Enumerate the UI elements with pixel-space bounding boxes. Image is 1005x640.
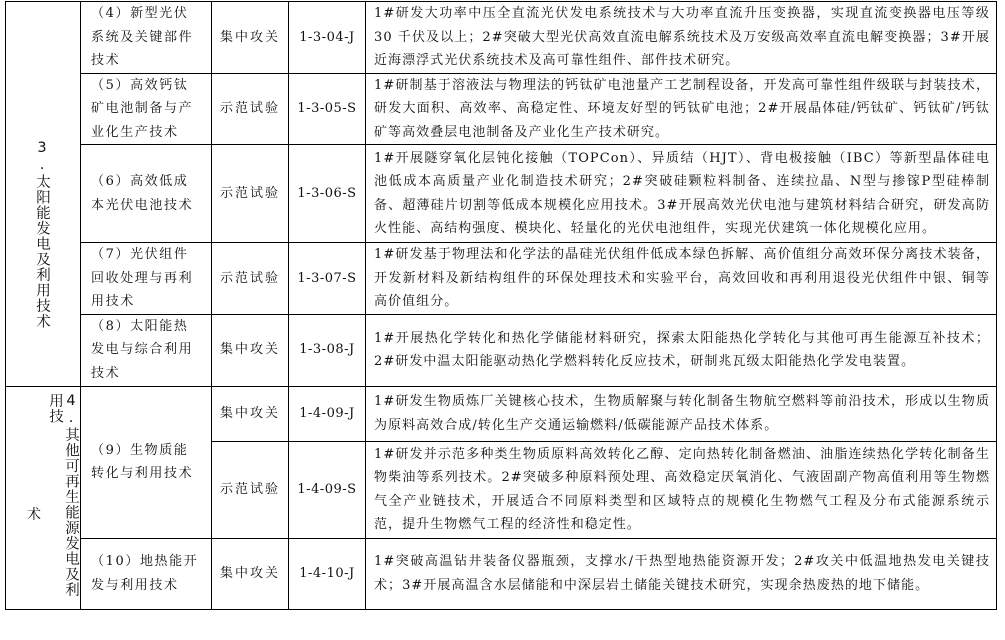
category-label: 3.太阳能发电及利用技术 [34, 139, 50, 329]
table-row [6, 314, 997, 386]
category-label: 4.其他可再生能源发电及利用技 [47, 392, 79, 597]
code-cell: 1-4-10-J [289, 538, 366, 609]
support-type-cell: 示范试验 [212, 145, 289, 243]
code-cell: 1-3-08-J [289, 314, 366, 386]
code-cell: 1-3-07-S [289, 243, 366, 315]
description-cell: 1#研发生物质炼厂关键核心技术，生物质解聚与转化制备生物航空燃料等前沿技术，形成以生物质为原料高效合成/转化生产交通运输燃料/低碳能源产品技术体系。 [366, 386, 997, 441]
support-type-cell: 集中攻关 [212, 538, 289, 609]
support-type-cell: 示范试验 [212, 73, 289, 145]
code-cell: 1-3-04-J [289, 2, 366, 74]
tech-name-cell: （9）生物质能转化与利用技术 [81, 386, 212, 538]
description-cell: 1#突破高温钻井装备仪器瓶颈，支撑水/干热型地热能资源开发；2#攻关中低温地热发电关键技术；3#开展高温含水层储能和中深层岩土储能关键技术研究，实现余热废热的地下储能。 [366, 538, 997, 609]
description-cell: 1#开展热化学转化和热化学储能材料研究，探索太阳能热化学转化与其他可再生能源互补技术；2#研发中温太阳能驱动热化学燃料转化反应技术，研制兆瓦级太阳能热化学发电装置。 [366, 314, 997, 386]
description-cell: 1#研发并示范多种类生物质原料高效转化乙醇、定向热转化制备燃油、油脂连续热化学转化制备生物柴油等系列技术。2#突破多种原料预处理、高效稳定厌氧消化、气液固副产物高值利用等生物燃气全产业链技术，开展适合不同原料类型和区域特点的规模化生物燃气工程及分布式能源系统示范，提升生物燃气工程的经济性和稳定性。 [366, 441, 997, 538]
table-row [6, 243, 997, 315]
support-type-cell: 示范试验 [212, 441, 289, 538]
tech-name-cell: （10）地热能开发与利用技术 [81, 538, 212, 609]
support-type-cell: 集中攻关 [212, 2, 289, 74]
tech-name-cell: （8）太阳能热发电与综合利用技术 [81, 314, 212, 386]
code-cell: 1-3-06-S [289, 145, 366, 243]
tech-table [5, 1, 997, 610]
description-cell: 1#研制基于溶液法与物理法的钙钛矿电池量产工艺制程设备，开发高可靠性组件级联与封装技术，研发大面积、高效率、高稳定性、环境友好型的钙钛矿电池；2#开展晶体硅/钙钛矿、钙钛矿/钙钛矿等高效叠层电池制备及产业化生产技术研究。 [366, 73, 997, 145]
tech-name-cell: （7）光伏组件回收处理与再利用技术 [81, 243, 212, 315]
support-type-cell: 集中攻关 [212, 314, 289, 386]
table-row [6, 145, 997, 243]
description-cell: 1#研发基于物理法和化学法的晶硅光伏组件低成本绿色拆解、高价值组分高效环保分离技术装备，开发新材料及新结构组件的环保处理技术和实验平台，高效回收和再利用退役光伏组件中银、铜等高价值组分。 [366, 243, 997, 315]
tech-name-cell: （6）高效低成本光伏电池技术 [81, 145, 212, 243]
table-row [6, 386, 997, 441]
table-row [6, 2, 997, 74]
table-row [6, 73, 997, 145]
code-cell: 1-4-09-J [289, 386, 366, 441]
tech-name-cell: （5）高效钙钛矿电池制备与产业化生产技术 [81, 73, 212, 145]
code-cell: 1-4-09-S [289, 441, 366, 538]
code-cell: 1-3-05-S [289, 73, 366, 145]
category-label-tail: 术 [27, 506, 41, 523]
category-cell [6, 386, 81, 609]
category-cell [6, 2, 81, 387]
description-cell: 1#开展隧穿氧化层钝化接触（TOPCon）、异质结（HJT）、背电极接触（IBC）等新型晶体硅电池低成本高质量产业化制造技术研究；2#突破硅颗粒料制备、连续拉晶、N型与掺镓P型硅棒制备、超薄硅片切割等低成本规模化应用技术。3#开展高效光伏电池与建筑材料结合研究，研发高防火性能、高结构强度、模块化、轻量化的光伏电池组件，实现光伏建筑一体化规模化应用。 [366, 145, 997, 243]
tech-name-cell: （4）新型光伏系统及关键部件技术 [81, 2, 212, 74]
support-type-cell: 示范试验 [212, 243, 289, 315]
description-cell: 1#研发大功率中压全直流光伏发电系统技术与大功率直流升压变换器，实现直流变换器电压等级 30 千伏及以上；2#突破大型光伏高效直流电解系统技术及万安级高效率直流电解变换器；3#开展近海漂浮式光伏系统技术及高可靠性组件、部件技术研究。 [366, 2, 997, 74]
table-row [6, 538, 997, 609]
support-type-cell: 集中攻关 [212, 386, 289, 441]
